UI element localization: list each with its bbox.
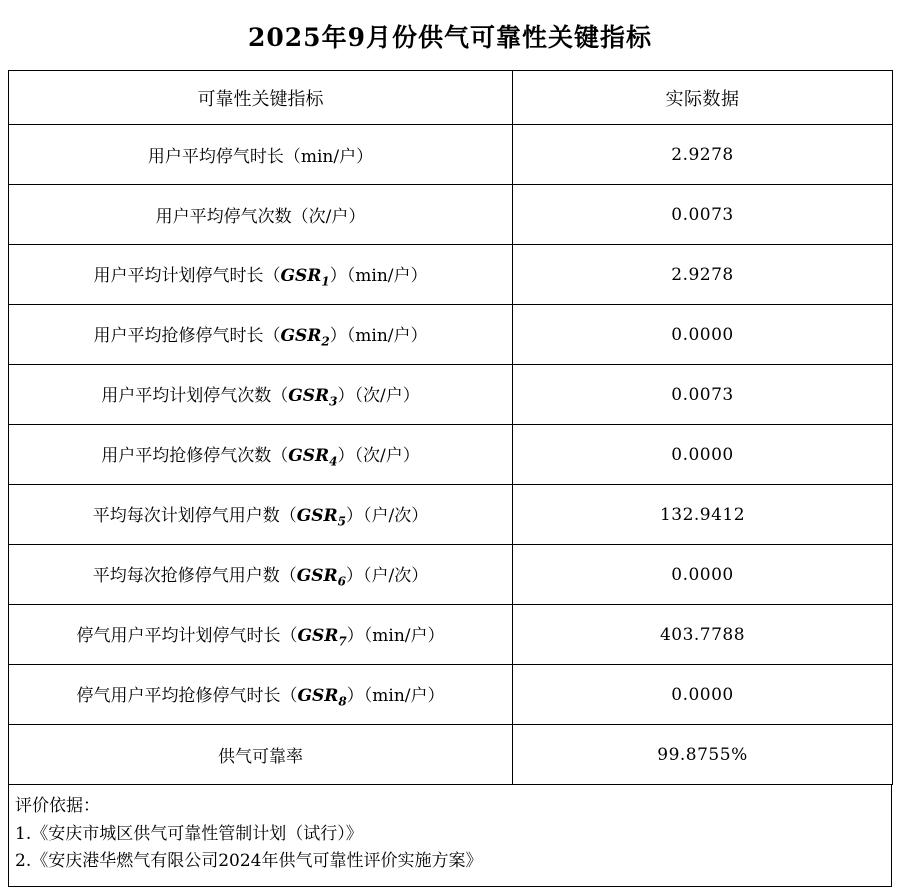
gsr-subscript: 7 (338, 634, 347, 649)
gsr-subscript: 1 (321, 274, 330, 289)
metric-label-pre: 用户平均计划停气次数（ (101, 385, 289, 406)
metric-label-pre: 供气可靠率 (218, 747, 303, 767)
metric-value: 0.0000 (513, 425, 893, 485)
table-row (9, 125, 893, 185)
evaluation-basis-heading: 评价依据： (15, 796, 100, 816)
table-row (9, 305, 893, 365)
table-row (9, 365, 893, 425)
metric-label-pre: 平均每次计划停气用户数（ (92, 505, 297, 526)
metric-label (9, 725, 513, 785)
metric-label-pre: 用户平均停气次数（次/户） (155, 207, 366, 227)
gsr-subscript: 8 (338, 694, 347, 709)
metric-label-post: ）（次/户） (337, 385, 420, 406)
metric-label (9, 485, 513, 545)
table-row (9, 185, 893, 245)
metric-label (9, 425, 513, 485)
gsr-subscript: 2 (321, 334, 330, 349)
gsr-symbol: GSR (288, 385, 330, 406)
gsr-symbol: GSR (296, 505, 338, 526)
table-row (9, 545, 893, 605)
metric-label-pre: 平均每次抢修停气用户数（ (92, 565, 297, 586)
metric-label (9, 245, 513, 305)
gsr-symbol: GSR (288, 445, 330, 466)
metric-value: 2.9278 (513, 245, 893, 305)
metric-label-pre: 用户平均停气时长（min/户） (147, 147, 374, 167)
table-body (9, 71, 893, 785)
metric-label (9, 665, 513, 725)
metric-value: 0.0073 (513, 365, 893, 425)
column-header-value: 实际数据 (513, 71, 893, 125)
gsr-subscript: 5 (337, 514, 347, 529)
table-header-row (9, 71, 893, 125)
table-row (9, 485, 893, 545)
metric-label-pre: 停气用户平均抢修停气时长（ (76, 685, 298, 706)
table-row (9, 245, 893, 305)
metric-value: 403.7788 (513, 605, 893, 665)
metric-label-post: ）（min/户） (329, 265, 428, 286)
metric-label (9, 305, 513, 365)
metric-label (9, 605, 513, 665)
table-row (9, 665, 893, 725)
page-title: 2025年9月份供气可靠性关键指标 (248, 23, 652, 52)
metric-label-pre: 用户平均抢修停气次数（ (101, 445, 289, 466)
metric-label (9, 365, 513, 425)
metric-label-post: ）（户/次） (346, 505, 429, 526)
metric-label (9, 185, 513, 245)
gsr-subscript: 3 (329, 394, 338, 409)
metric-value: 2.9278 (513, 125, 893, 185)
metric-label-post: ）（min/户） (346, 625, 445, 646)
metric-label-pre: 用户平均抢修停气时长（ (93, 325, 281, 346)
gsr-symbol: GSR (296, 565, 338, 586)
metric-value: 99.8755% (513, 725, 893, 785)
metric-value: 0.0073 (513, 185, 893, 245)
evaluation-basis-block (8, 785, 892, 887)
column-header-metric: 可靠性关键指标 (9, 71, 513, 125)
metric-value: 0.0000 (513, 545, 893, 605)
metric-label-post: ）（min/户） (329, 325, 428, 346)
metric-label (9, 125, 513, 185)
evaluation-basis-item: 2.《安庆港华燃气有限公司2024年供气可靠性评价实施方案》 (15, 851, 483, 872)
table-row (9, 725, 893, 785)
metric-label-pre: 用户平均计划停气时长（ (93, 265, 281, 286)
metric-label-post: ）（次/户） (337, 445, 420, 466)
gsr-symbol: GSR (280, 325, 322, 346)
table-row (9, 425, 893, 485)
reliability-metrics-table (8, 70, 893, 785)
metric-label-post: ）（户/次） (346, 565, 429, 586)
metric-label (9, 545, 513, 605)
gsr-symbol: GSR (297, 625, 339, 646)
metric-value: 0.0000 (513, 665, 893, 725)
gsr-symbol: GSR (297, 685, 339, 706)
metric-value: 0.0000 (513, 305, 893, 365)
metric-value: 132.9412 (513, 485, 893, 545)
gsr-subscript: 6 (337, 574, 347, 589)
table-row (9, 605, 893, 665)
metric-label-pre: 停气用户平均计划停气时长（ (76, 625, 298, 646)
gsr-symbol: GSR (280, 265, 322, 286)
evaluation-basis-item: 1.《安庆市城区供气可靠性管制计划（试行）》 (15, 823, 363, 844)
metric-label-post: ）（min/户） (346, 685, 445, 706)
gsr-subscript: 4 (329, 454, 338, 469)
